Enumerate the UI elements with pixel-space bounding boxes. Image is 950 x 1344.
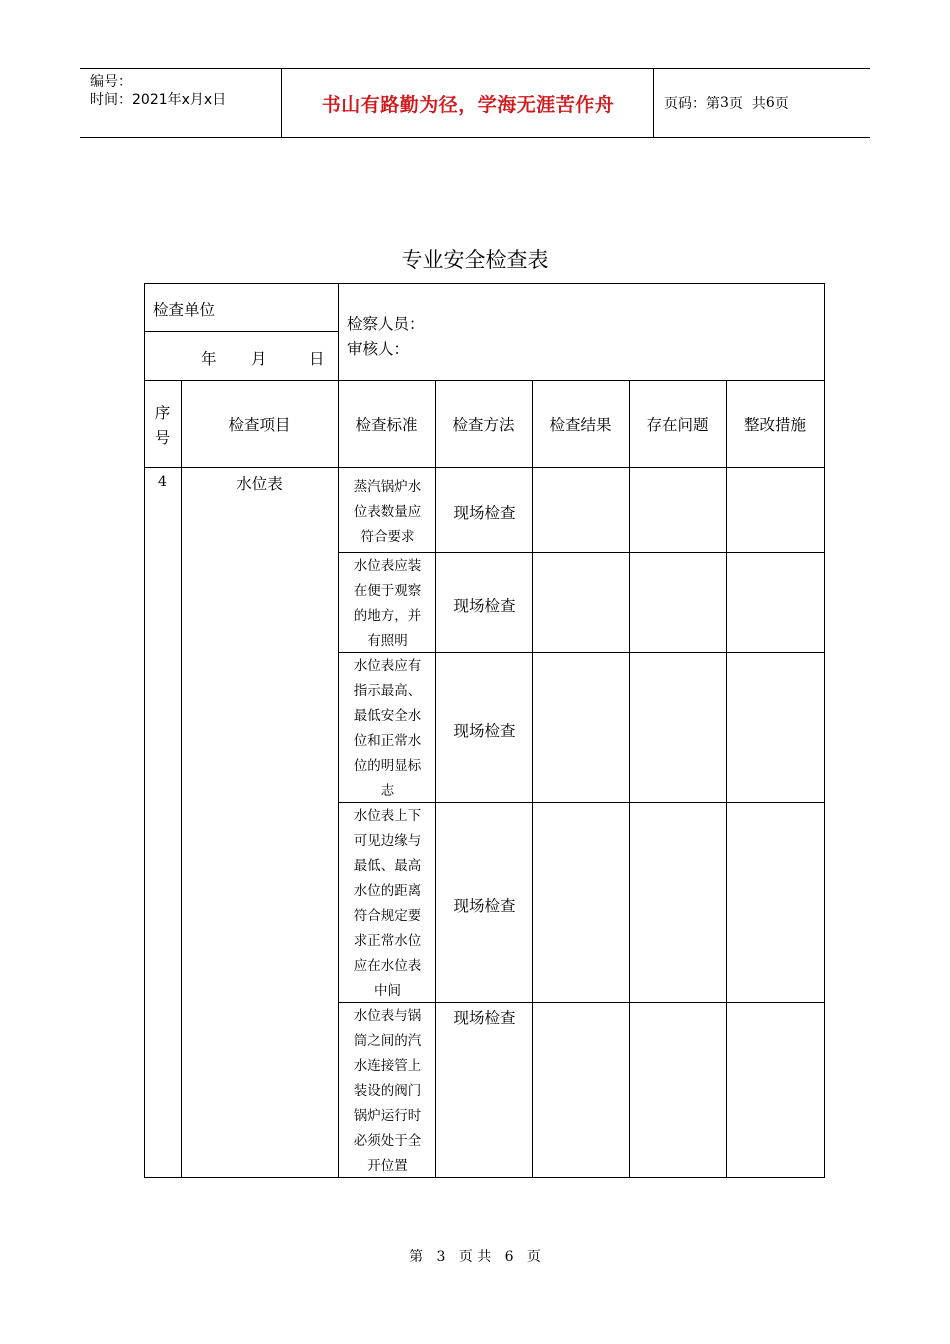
standard-line: 开位置 (367, 1158, 408, 1174)
standard-line: 位和正常水 (353, 733, 422, 749)
date-day: 日 (309, 350, 325, 368)
date-year: 年 (201, 350, 217, 368)
column-header-method: 检查方法 (452, 416, 515, 434)
footer-suffix: 页 (526, 1249, 541, 1265)
method-cell: 现场检查 (453, 722, 516, 740)
standard-line: 位表数量应 (353, 504, 422, 520)
standard-cell (339, 1004, 436, 1179)
standard-cell (339, 654, 436, 804)
standard-line: 水位表与锅 (353, 1008, 422, 1024)
standard-line: 必须处于全 (353, 1133, 422, 1149)
table-border (824, 283, 825, 1178)
standard-line: 水位表应有 (353, 658, 422, 674)
page-current: 3 (720, 95, 729, 111)
grid-line (532, 380, 533, 1177)
footer-prefix: 第 (409, 1249, 424, 1265)
column-header-seq (144, 401, 181, 451)
page-mid: 页 共 (728, 96, 766, 112)
date-month: 月 (251, 350, 267, 368)
standard-line: 符合要求 (360, 529, 415, 545)
page-title: 专业安全检查表 (401, 248, 549, 272)
inspector-label: 检察人员： (347, 315, 425, 333)
document-header (80, 68, 870, 138)
header-motto: 书山有路勤为径，学海无涯苦作舟 (321, 93, 615, 116)
reviewer-label: 审核人： (347, 340, 410, 358)
standard-line: 蒸汽锅炉水 (353, 479, 422, 495)
standard-line: 有照明 (367, 633, 408, 649)
method-cell: 现场检查 (453, 1009, 516, 1027)
method-cell: 现场检查 (453, 597, 516, 615)
page-suffix: 页 (774, 96, 789, 112)
standard-line: 水位表应装 (353, 558, 422, 574)
column-header-result: 检查结果 (549, 416, 612, 434)
footer-mid: 页 共 (458, 1249, 492, 1265)
time-label: 时间：2021年x月x日 (90, 92, 227, 108)
page-prefix: 页码：第 (664, 96, 720, 112)
grid-line (629, 380, 630, 1177)
page-total: 6 (765, 95, 775, 111)
footer-total: 6 (504, 1249, 514, 1265)
grid-line (144, 380, 825, 381)
seq-header-line: 序 (154, 404, 171, 422)
grid-line (181, 380, 182, 1177)
standard-cell (339, 804, 436, 1004)
standard-line: 位的明显标 (353, 758, 422, 774)
header-meta (90, 73, 226, 109)
unit-label: 检查单位 (153, 301, 216, 319)
column-header-standard: 检查标准 (355, 416, 418, 434)
standard-line: 水连接管上 (353, 1058, 422, 1074)
inspection-table (144, 283, 825, 1178)
standard-line: 应在水位表 (353, 958, 422, 974)
standard-line: 可见边缘与 (353, 833, 422, 849)
method-cell: 现场检查 (453, 897, 516, 915)
standard-line: 最低安全水 (353, 708, 422, 724)
table-border (144, 283, 825, 284)
grid-line (144, 331, 339, 332)
standard-line: 装设的阀门 (353, 1083, 422, 1099)
standard-line: 求正常水位 (353, 933, 422, 949)
grid-line (726, 380, 727, 1177)
code-label: 编号： (90, 74, 132, 90)
standard-line: 水位表上下 (353, 808, 422, 824)
standard-line: 水位的距离 (353, 883, 422, 899)
group-seq: 4 (158, 474, 167, 490)
standard-line: 锅炉运行时 (353, 1108, 422, 1124)
method-cell: 现场检查 (453, 504, 516, 522)
table-border (144, 1177, 825, 1178)
standard-line: 最低、最高 (353, 858, 422, 874)
column-header-item: 检查项目 (228, 416, 291, 434)
footer-current: 3 (436, 1249, 446, 1265)
standard-cell (339, 554, 436, 654)
standard-line: 在便于观察 (353, 583, 422, 599)
standard-line: 中间 (374, 983, 401, 999)
group-item: 水位表 (236, 475, 283, 493)
standard-line: 指示最高、 (353, 683, 422, 699)
header-page-number (664, 69, 789, 137)
column-header-measure: 整改措施 (743, 416, 806, 434)
page-footer (0, 1246, 950, 1266)
column-header-problem: 存在问题 (646, 416, 709, 434)
grid-line (144, 467, 825, 468)
standard-line: 筒之间的汽 (353, 1033, 422, 1049)
seq-header-line: 号 (154, 429, 171, 447)
standard-cell (339, 475, 436, 550)
standard-line: 符合规定要 (353, 908, 422, 924)
grid-line (338, 552, 825, 553)
grid-line (338, 283, 339, 381)
standard-line: 的地方，并 (353, 608, 422, 624)
standard-line: 志 (380, 783, 395, 799)
